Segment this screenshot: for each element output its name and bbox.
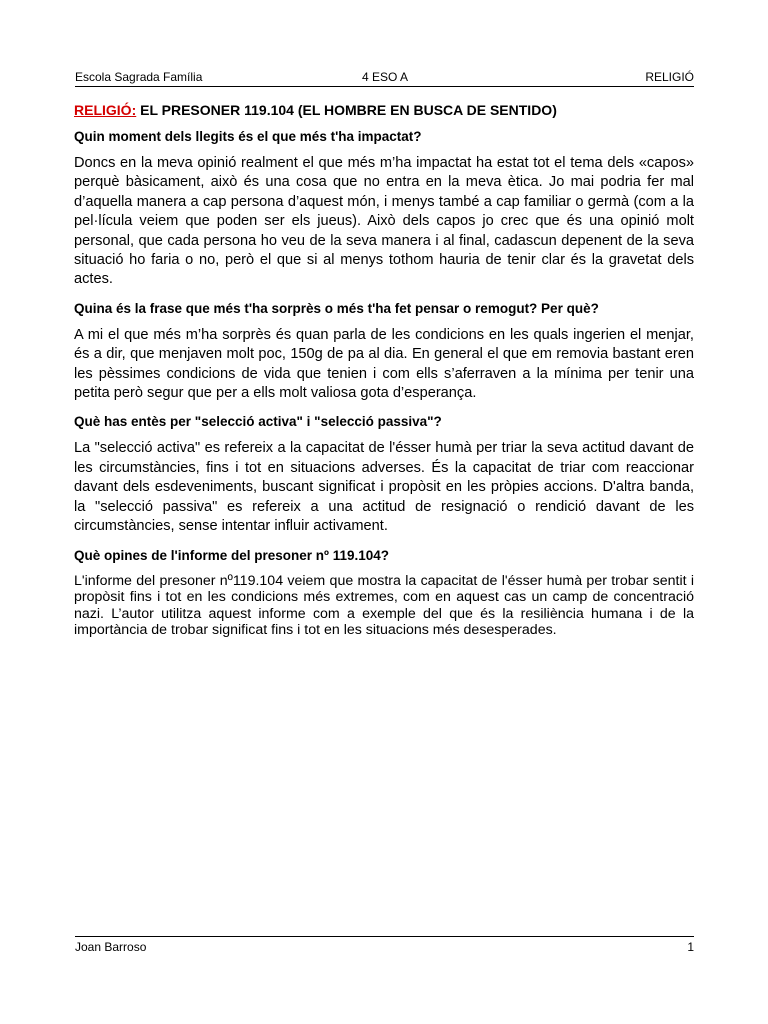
question-3: Què has entès per "selecció activa" i "selecció passiva"? [74, 414, 442, 430]
header-school: Escola Sagrada Família [75, 70, 203, 84]
header-course: 4 ESO A [362, 70, 409, 84]
page-header [75, 68, 694, 87]
footer-page-number: 1 [687, 940, 694, 954]
title-subject-label: RELIGIÓ [74, 102, 132, 118]
question-1: Quin moment dels llegits és el que més t'ha impactat? [74, 129, 422, 144]
answer-3: La "selecció activa" es refereix a la capacitat de l'ésser humà per triar la seva actitud davant de les circumstàncies, fins i tot en situacions adverses. És la capacitat de triar com reaccionar davant dels esdeveniments, buscant significat i propòsit en les pròpies accions. D'altra banda, la "selecció passiva" es refereix a una actitud de resignació o rendició davant de les circumstàncies, sense intentar influir activament. [74, 440, 694, 535]
footer-author: Joan Barroso [75, 940, 147, 954]
answer-1: Doncs en la meva opinió realment el que més m’ha impactat ha estat tot el tema dels «capos» perquè bàsicament, això és una cosa que no entra en la meva ètica. Jo mai podria fer mal d’aquella manera a cap persona d’aquest món, i menys també a cap familiar o germà (com a la pel·lícula veiem que poden ser els jueus). Això dels capos jo crec que és una opinió molt personal, que cada persona ho veu de la seva manera i al final, cadascun depenent de la seva situació ho faria o no, però el que si al menys tothom hauria de tenir clar és la gravetat dels actes. [74, 155, 694, 288]
answer-2: A mi el que més m’ha sorprès és quan parla de les condicions en les quals ingerien el menjar, és a dir, que menjaven molt poc, 150g de pa al dia. En general el que em removia bastant eren les pèssimes condicions de vida que tenien i com ells s’aferraven a la mínima per tenir una petita però segur que per a ells molt valiosa gota d’esperança. [74, 326, 694, 402]
title-separator: : [131, 102, 137, 118]
answer-4: L'informe del presoner nº119.104 veiem que mostra la capacitat de l'ésser humà per trobar sentit i propòsit fins i tot en les condicions més extremes, com en aquest cas un camp de concentració nazi. L’autor utilitza aquest informe com a exemple del que és la resiliència humana i de la importància de trobar significat fins i tot en les situacions més desesperades. [74, 572, 694, 639]
title-text: EL PRESONER 119.104 (EL HOMBRE EN BUSCA DE SENTIDO) [136, 102, 557, 118]
question-4: Què opines de l'informe del presoner nº 119.104? [74, 547, 389, 563]
document-body [74, 100, 694, 649]
question-2: Quina és la frase que més t'ha sorprès o més t'ha fet pensar o remogut? Per què? [74, 300, 599, 316]
page-footer [75, 936, 694, 955]
document-title [74, 100, 694, 120]
header-subject: RELIGIÓ [645, 70, 694, 84]
